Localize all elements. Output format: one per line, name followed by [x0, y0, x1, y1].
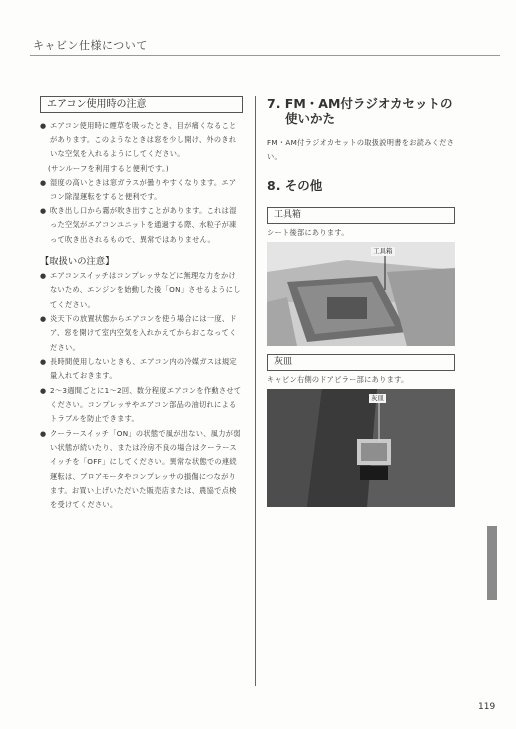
toolbox-photo: [267, 242, 455, 346]
ashtray-text: キャビン右側のドアピラー部にあります。: [267, 375, 409, 384]
list-item: [40, 162, 243, 176]
list-item-text: 2～3週間ごとに1～2回、数分程度エアコンを作動させてください。コンプレッサやエアコン部品の油切れによるトラブルを防止できます。: [50, 385, 242, 424]
bullet-icon: ●: [40, 178, 47, 187]
bullet-icon: ●: [40, 122, 47, 130]
list-item: [40, 384, 243, 427]
list-item: [40, 204, 243, 247]
list-item-text: クーラースイッチ「ON」の状態で風が出ない、風力が弱い状態が続いたり、または冷房不良の場合はクーラースイッチを「OFF」にしてください。異常な状態での連続運転は、ブロアモータやコンプレッサの損傷につながります。お買い上げいただいた販売店または、農協で点検を受けてください。: [50, 428, 241, 510]
bullet-icon: ●: [40, 207, 47, 216]
list-item-text: エアコンスイッチはコンプレッサなどに無理な力をかけないため、エンジンを始動した後「ON」させるようにしてください。: [50, 270, 241, 309]
section8-heading: 8. その他: [267, 178, 323, 193]
toolbox-text: シート後部にあります。: [267, 228, 349, 237]
list-item: [40, 269, 243, 312]
list-item: [40, 119, 243, 162]
list-item-text: 炎天下の放置状態からエアコンを使う場合には一度、ドア、窓を開けて室内空気を入れかえてからおこなってください。: [50, 313, 237, 352]
list-item: [40, 312, 243, 355]
ashtray-photo: [267, 389, 455, 507]
handling-heading: 【取扱いの注意】: [40, 255, 115, 267]
toolbox-photo-image: [267, 242, 455, 346]
bullet-icon: ●: [40, 357, 47, 366]
list-item-text: 吹き出し口から霧が吹き出すことがあります。これは湿った空気がエアコンユニットを通過する際、水粒子が凍って吹き出されるもので、異常ではありません。: [50, 206, 237, 244]
header-title: キャビン仕様について: [33, 39, 148, 52]
toolbox-label: 工具箱: [267, 207, 455, 224]
right-column: [267, 96, 459, 507]
list-item: [40, 355, 243, 384]
ashtray-label: 灰皿: [267, 354, 455, 371]
section7-heading-line1: 7. FM・AM付ラジオカセットの: [267, 96, 453, 111]
left-column: [40, 96, 243, 513]
aircon-caution-heading: エアコン使用時の注意: [40, 96, 243, 113]
section7-body: FM・AM付ラジオカセットの取扱説明書をお読みください。: [267, 138, 455, 161]
chapter-tab: [487, 526, 497, 600]
aircon-caution-list: [40, 119, 243, 247]
bullet-icon: ●: [40, 386, 47, 395]
section7-heading: [267, 96, 459, 126]
page-number: 119: [478, 702, 496, 712]
header-divider: [30, 55, 500, 56]
list-item-text: (サンルーフを利用すると便利です。): [48, 163, 169, 173]
ashtray-photo-image: [267, 389, 455, 507]
list-item: [40, 427, 243, 513]
list-item-text: エアコン使用時に煙草を吸ったとき、目が痛くなることがあります。このようなときは窓を少し開け、外のきれいな空気を入れるようにしてください。: [50, 121, 237, 159]
bullet-icon: ●: [40, 429, 47, 438]
bullet-icon: ●: [40, 314, 47, 323]
toolbox-callout: 工具箱: [373, 247, 393, 255]
column-divider: [255, 96, 256, 686]
handling-list: [40, 269, 243, 513]
section7-heading-line2: 使いかた: [285, 111, 336, 126]
list-item: [40, 176, 243, 204]
bullet-icon: ●: [40, 271, 47, 280]
list-item-text: 湿度の高いときは窓ガラスが曇りやすくなります。エアコン除湿運転をすると便利です。: [50, 177, 237, 202]
ashtray-callout: 灰皿: [371, 394, 384, 402]
list-item-text: 長時間使用しないときも、エアコン内の冷媒ガスは規定量入れておきます。: [50, 356, 237, 381]
